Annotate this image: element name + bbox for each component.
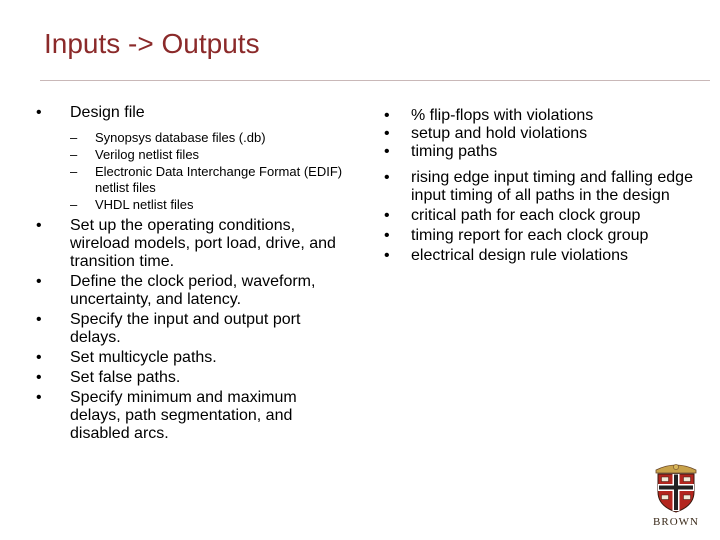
list-item-label: Design file: [70, 104, 145, 121]
sub-list-item-text: VHDL netlist files: [95, 197, 194, 212]
list-item-text: Define the clock period, waveform, uncertainty, and latency.: [70, 273, 316, 308]
sub-list-item: [70, 147, 346, 163]
sub-list-item: [70, 130, 346, 146]
list-item-text: setup and hold violations: [411, 125, 588, 142]
dash-icon: –: [70, 164, 78, 179]
dash-icon: –: [70, 147, 78, 162]
brown-shield-icon: [647, 462, 705, 514]
title-divider: [40, 80, 710, 81]
list-item-design-file: [36, 104, 346, 213]
slide-title: Inputs -> Outputs: [44, 28, 260, 59]
list-item: [36, 389, 346, 443]
list-item: [36, 217, 346, 271]
list-item-text: timing paths: [411, 143, 498, 160]
list-item: [384, 143, 694, 161]
list-item-text: Set false paths.: [70, 369, 181, 386]
list-item-text: rising edge input timing and falling edge input timing of all paths in the design: [411, 169, 693, 204]
list-item: [384, 125, 694, 143]
bullet-icon: •: [384, 169, 390, 186]
list-item-text: Specify the input and output port delays.: [70, 311, 301, 346]
bullet-icon: •: [36, 273, 42, 290]
bullet-icon: •: [36, 389, 42, 406]
brown-wordmark: BROWN: [653, 516, 699, 528]
left-bullet-list: [36, 104, 346, 443]
dash-icon: –: [70, 130, 78, 145]
sub-list-item: [70, 164, 346, 196]
bullet-icon: •: [36, 369, 42, 386]
sub-list-item: [70, 197, 346, 213]
bullet-icon: •: [384, 107, 390, 124]
sub-list-item-text: Verilog netlist files: [95, 147, 200, 162]
list-item: [384, 207, 694, 225]
list-item-text: timing report for each clock group: [411, 227, 649, 244]
list-item-text: Specify minimum and maximum delays, path segmentation, and disabled arcs.: [70, 389, 297, 442]
brown-university-logo: [647, 462, 705, 528]
list-item: [384, 169, 694, 205]
list-item-text: critical path for each clock group: [411, 207, 641, 224]
list-item-text: electrical design rule violations: [411, 247, 628, 264]
bullet-icon: •: [36, 349, 42, 366]
bullet-icon: •: [384, 207, 390, 224]
list-item: [384, 227, 694, 245]
list-item-text: % flip-flops with violations: [411, 107, 594, 124]
sub-list-item-text: Synopsys database files (.db): [95, 130, 266, 145]
list-item: [384, 107, 694, 125]
dash-icon: –: [70, 197, 78, 212]
list-item-text: Set multicycle paths.: [70, 349, 217, 366]
design-file-sublist: [70, 130, 346, 213]
list-item: [36, 349, 346, 367]
right-bullet-list: [384, 107, 694, 265]
bullet-icon: •: [384, 143, 390, 160]
bullet-icon: •: [36, 104, 42, 121]
list-item: [36, 311, 346, 347]
bullet-icon: •: [36, 311, 42, 328]
sub-list-item-text: Electronic Data Interchange Format (EDIF) netlist files: [95, 164, 343, 195]
bullet-icon: •: [384, 227, 390, 244]
bullet-icon: •: [384, 247, 390, 264]
bullet-icon: •: [36, 217, 42, 234]
list-item-text: Set up the operating conditions, wireload models, port load, drive, and transition time.: [70, 217, 336, 270]
list-item: [36, 273, 346, 309]
bullet-icon: •: [384, 125, 390, 142]
list-item: [36, 369, 346, 387]
list-item: [384, 247, 694, 265]
